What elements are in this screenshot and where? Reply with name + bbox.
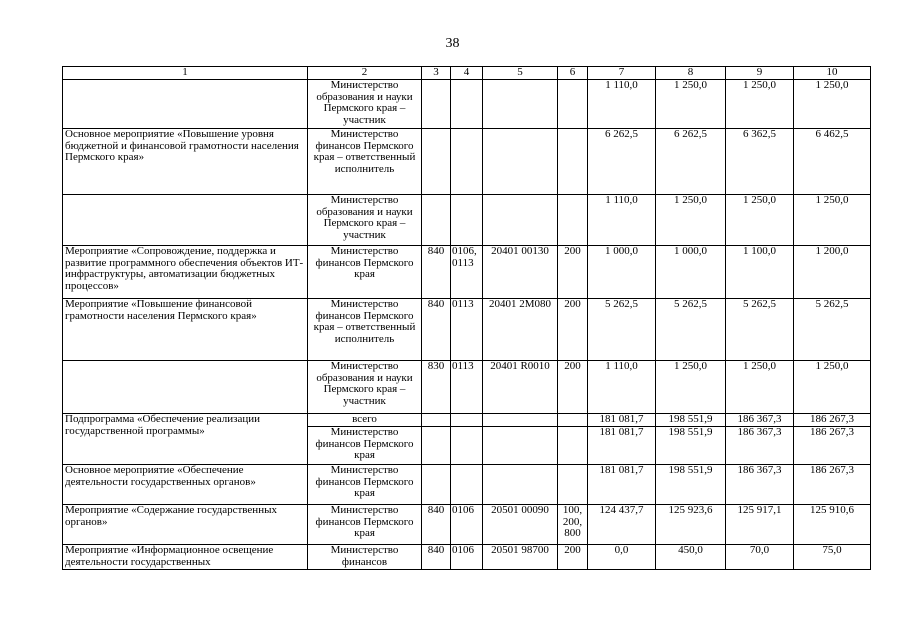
expense-type-cell: 200: [558, 545, 588, 570]
expense-type-cell: [558, 195, 588, 246]
value-cell: 1 110,0: [588, 361, 656, 414]
value-cell: 198 551,9: [656, 465, 726, 505]
target-article-cell: 20501 00090: [483, 505, 558, 545]
value-cell: 186 267,3: [794, 465, 871, 505]
target-article-cell: [483, 195, 558, 246]
value-cell: 1 250,0: [656, 195, 726, 246]
ministry-code-cell: [422, 80, 451, 129]
column-header: 10: [794, 67, 871, 80]
expense-type-cell: 200: [558, 361, 588, 414]
column-header: 7: [588, 67, 656, 80]
column-header: 5: [483, 67, 558, 80]
budget-table: [62, 66, 871, 570]
ministry-code-cell: [422, 129, 451, 195]
expense-type-cell: [558, 414, 588, 427]
value-cell: 1 000,0: [656, 246, 726, 299]
value-cell: 1 250,0: [794, 195, 871, 246]
value-cell: 125 923,6: [656, 505, 726, 545]
value-cell: 0,0: [588, 545, 656, 570]
executor-cell: Министерство образования и науки Пермского края – участник: [308, 195, 422, 246]
ministry-code-cell: 840: [422, 545, 451, 570]
value-cell: 198 551,9: [656, 427, 726, 465]
event-name-cell: Мероприятие «Повышение финансовой грамотности населения Пермского края»: [63, 299, 308, 361]
target-article-cell: 20501 98700: [483, 545, 558, 570]
target-article-cell: [483, 129, 558, 195]
value-cell: 181 081,7: [588, 427, 656, 465]
table-row: [63, 545, 871, 570]
target-article-cell: 20401 00130: [483, 246, 558, 299]
event-name-cell: [63, 80, 308, 129]
executor-cell: Министерство образования и науки Пермского края – участник: [308, 80, 422, 129]
value-cell: 124 437,7: [588, 505, 656, 545]
column-header: 2: [308, 67, 422, 80]
value-cell: 1 110,0: [588, 195, 656, 246]
value-cell: 75,0: [794, 545, 871, 570]
column-header: 1: [63, 67, 308, 80]
table-row: [63, 361, 871, 414]
value-cell: 5 262,5: [794, 299, 871, 361]
value-cell: 5 262,5: [726, 299, 794, 361]
section-code-cell: [451, 427, 483, 465]
event-name-cell: Мероприятие «Сопровождение, поддержка и развитие программного обеспечения объектов ИТ-инфраструктуры, автоматизации бюджетных процессов»: [63, 246, 308, 299]
value-cell: 6 362,5: [726, 129, 794, 195]
value-cell: 181 081,7: [588, 465, 656, 505]
event-name-cell: [63, 195, 308, 246]
event-name-cell: Подпрограмма «Обеспечение реализации государственной программы»: [63, 414, 308, 465]
expense-type-cell: [558, 465, 588, 505]
expense-type-cell: 200: [558, 299, 588, 361]
executor-cell: Министерство финансов Пермского края: [308, 246, 422, 299]
value-cell: 6 262,5: [656, 129, 726, 195]
executor-cell: Министерство финансов Пермского края – ответственный исполнитель: [308, 299, 422, 361]
value-cell: 125 917,1: [726, 505, 794, 545]
ministry-code-cell: 840: [422, 299, 451, 361]
value-cell: 6 262,5: [588, 129, 656, 195]
table-row: [63, 299, 871, 361]
value-cell: 70,0: [726, 545, 794, 570]
value-cell: 1 250,0: [794, 80, 871, 129]
value-cell: 186 267,3: [794, 427, 871, 465]
column-header: 6: [558, 67, 588, 80]
ministry-code-cell: [422, 427, 451, 465]
value-cell: 1 250,0: [794, 361, 871, 414]
table-row: [63, 414, 871, 427]
target-article-cell: [483, 414, 558, 427]
section-code-cell: [451, 414, 483, 427]
value-cell: 5 262,5: [588, 299, 656, 361]
event-name-cell: Мероприятие «Информационное освещение деятельности государственных: [63, 545, 308, 570]
value-cell: 450,0: [656, 545, 726, 570]
value-cell: 186 367,3: [726, 414, 794, 427]
value-cell: 1 000,0: [588, 246, 656, 299]
target-article-cell: 20401 R0010: [483, 361, 558, 414]
table-row: [63, 465, 871, 505]
value-cell: 1 100,0: [726, 246, 794, 299]
target-article-cell: [483, 427, 558, 465]
value-cell: 1 250,0: [656, 80, 726, 129]
section-code-cell: 0106: [451, 505, 483, 545]
section-code-cell: [451, 465, 483, 505]
expense-type-cell: 100, 200, 800: [558, 505, 588, 545]
section-code-cell: 0106, 0113: [451, 246, 483, 299]
column-header: 3: [422, 67, 451, 80]
value-cell: 186 267,3: [794, 414, 871, 427]
page-number: 38: [445, 36, 460, 51]
expense-type-cell: 200: [558, 246, 588, 299]
executor-cell: Министерство финансов Пермского края: [308, 465, 422, 505]
value-cell: 1 250,0: [656, 361, 726, 414]
executor-cell: Министерство образования и науки Пермского края – участник: [308, 361, 422, 414]
ministry-code-cell: [422, 195, 451, 246]
value-cell: 198 551,9: [656, 414, 726, 427]
table-header-row: [63, 67, 871, 80]
value-cell: 186 367,3: [726, 465, 794, 505]
ministry-code-cell: 840: [422, 505, 451, 545]
section-code-cell: 0113: [451, 361, 483, 414]
table-row: [63, 195, 871, 246]
executor-cell: Министерство финансов: [308, 545, 422, 570]
ministry-code-cell: [422, 414, 451, 427]
value-cell: 5 262,5: [656, 299, 726, 361]
column-header: 4: [451, 67, 483, 80]
section-code-cell: 0106: [451, 545, 483, 570]
value-cell: 1 200,0: [794, 246, 871, 299]
executor-cell: всего: [308, 414, 422, 427]
table-row: [63, 246, 871, 299]
target-article-cell: [483, 465, 558, 505]
value-cell: 1 250,0: [726, 195, 794, 246]
table-row: [63, 80, 871, 129]
section-code-cell: [451, 195, 483, 246]
ministry-code-cell: 830: [422, 361, 451, 414]
target-article-cell: 20401 2М080: [483, 299, 558, 361]
value-cell: 6 462,5: [794, 129, 871, 195]
section-code-cell: [451, 80, 483, 129]
expense-type-cell: [558, 129, 588, 195]
value-cell: 1 250,0: [726, 80, 794, 129]
value-cell: 1 250,0: [726, 361, 794, 414]
expense-type-cell: [558, 427, 588, 465]
column-header: 8: [656, 67, 726, 80]
executor-cell: Министерство финансов Пермского края: [308, 505, 422, 545]
target-article-cell: [483, 80, 558, 129]
event-name-cell: [63, 361, 308, 414]
ministry-code-cell: [422, 465, 451, 505]
table-row: [63, 129, 871, 195]
value-cell: 125 910,6: [794, 505, 871, 545]
section-code-cell: [451, 129, 483, 195]
column-header: 9: [726, 67, 794, 80]
table-row: [63, 505, 871, 545]
event-name-cell: Основное мероприятие «Обеспечение деятельности государственных органов»: [63, 465, 308, 505]
executor-cell: Министерство финансов Пермского края – ответственный исполнитель: [308, 129, 422, 195]
expense-type-cell: [558, 80, 588, 129]
executor-cell: Министерство финансов Пермского края: [308, 427, 422, 465]
value-cell: 181 081,7: [588, 414, 656, 427]
section-code-cell: 0113: [451, 299, 483, 361]
ministry-code-cell: 840: [422, 246, 451, 299]
value-cell: 186 367,3: [726, 427, 794, 465]
value-cell: 1 110,0: [588, 80, 656, 129]
event-name-cell: Основное мероприятие «Повышение уровня бюджетной и финансовой грамотности населения Пермского края»: [63, 129, 308, 195]
event-name-cell: Мероприятие «Содержание государственных органов»: [63, 505, 308, 545]
